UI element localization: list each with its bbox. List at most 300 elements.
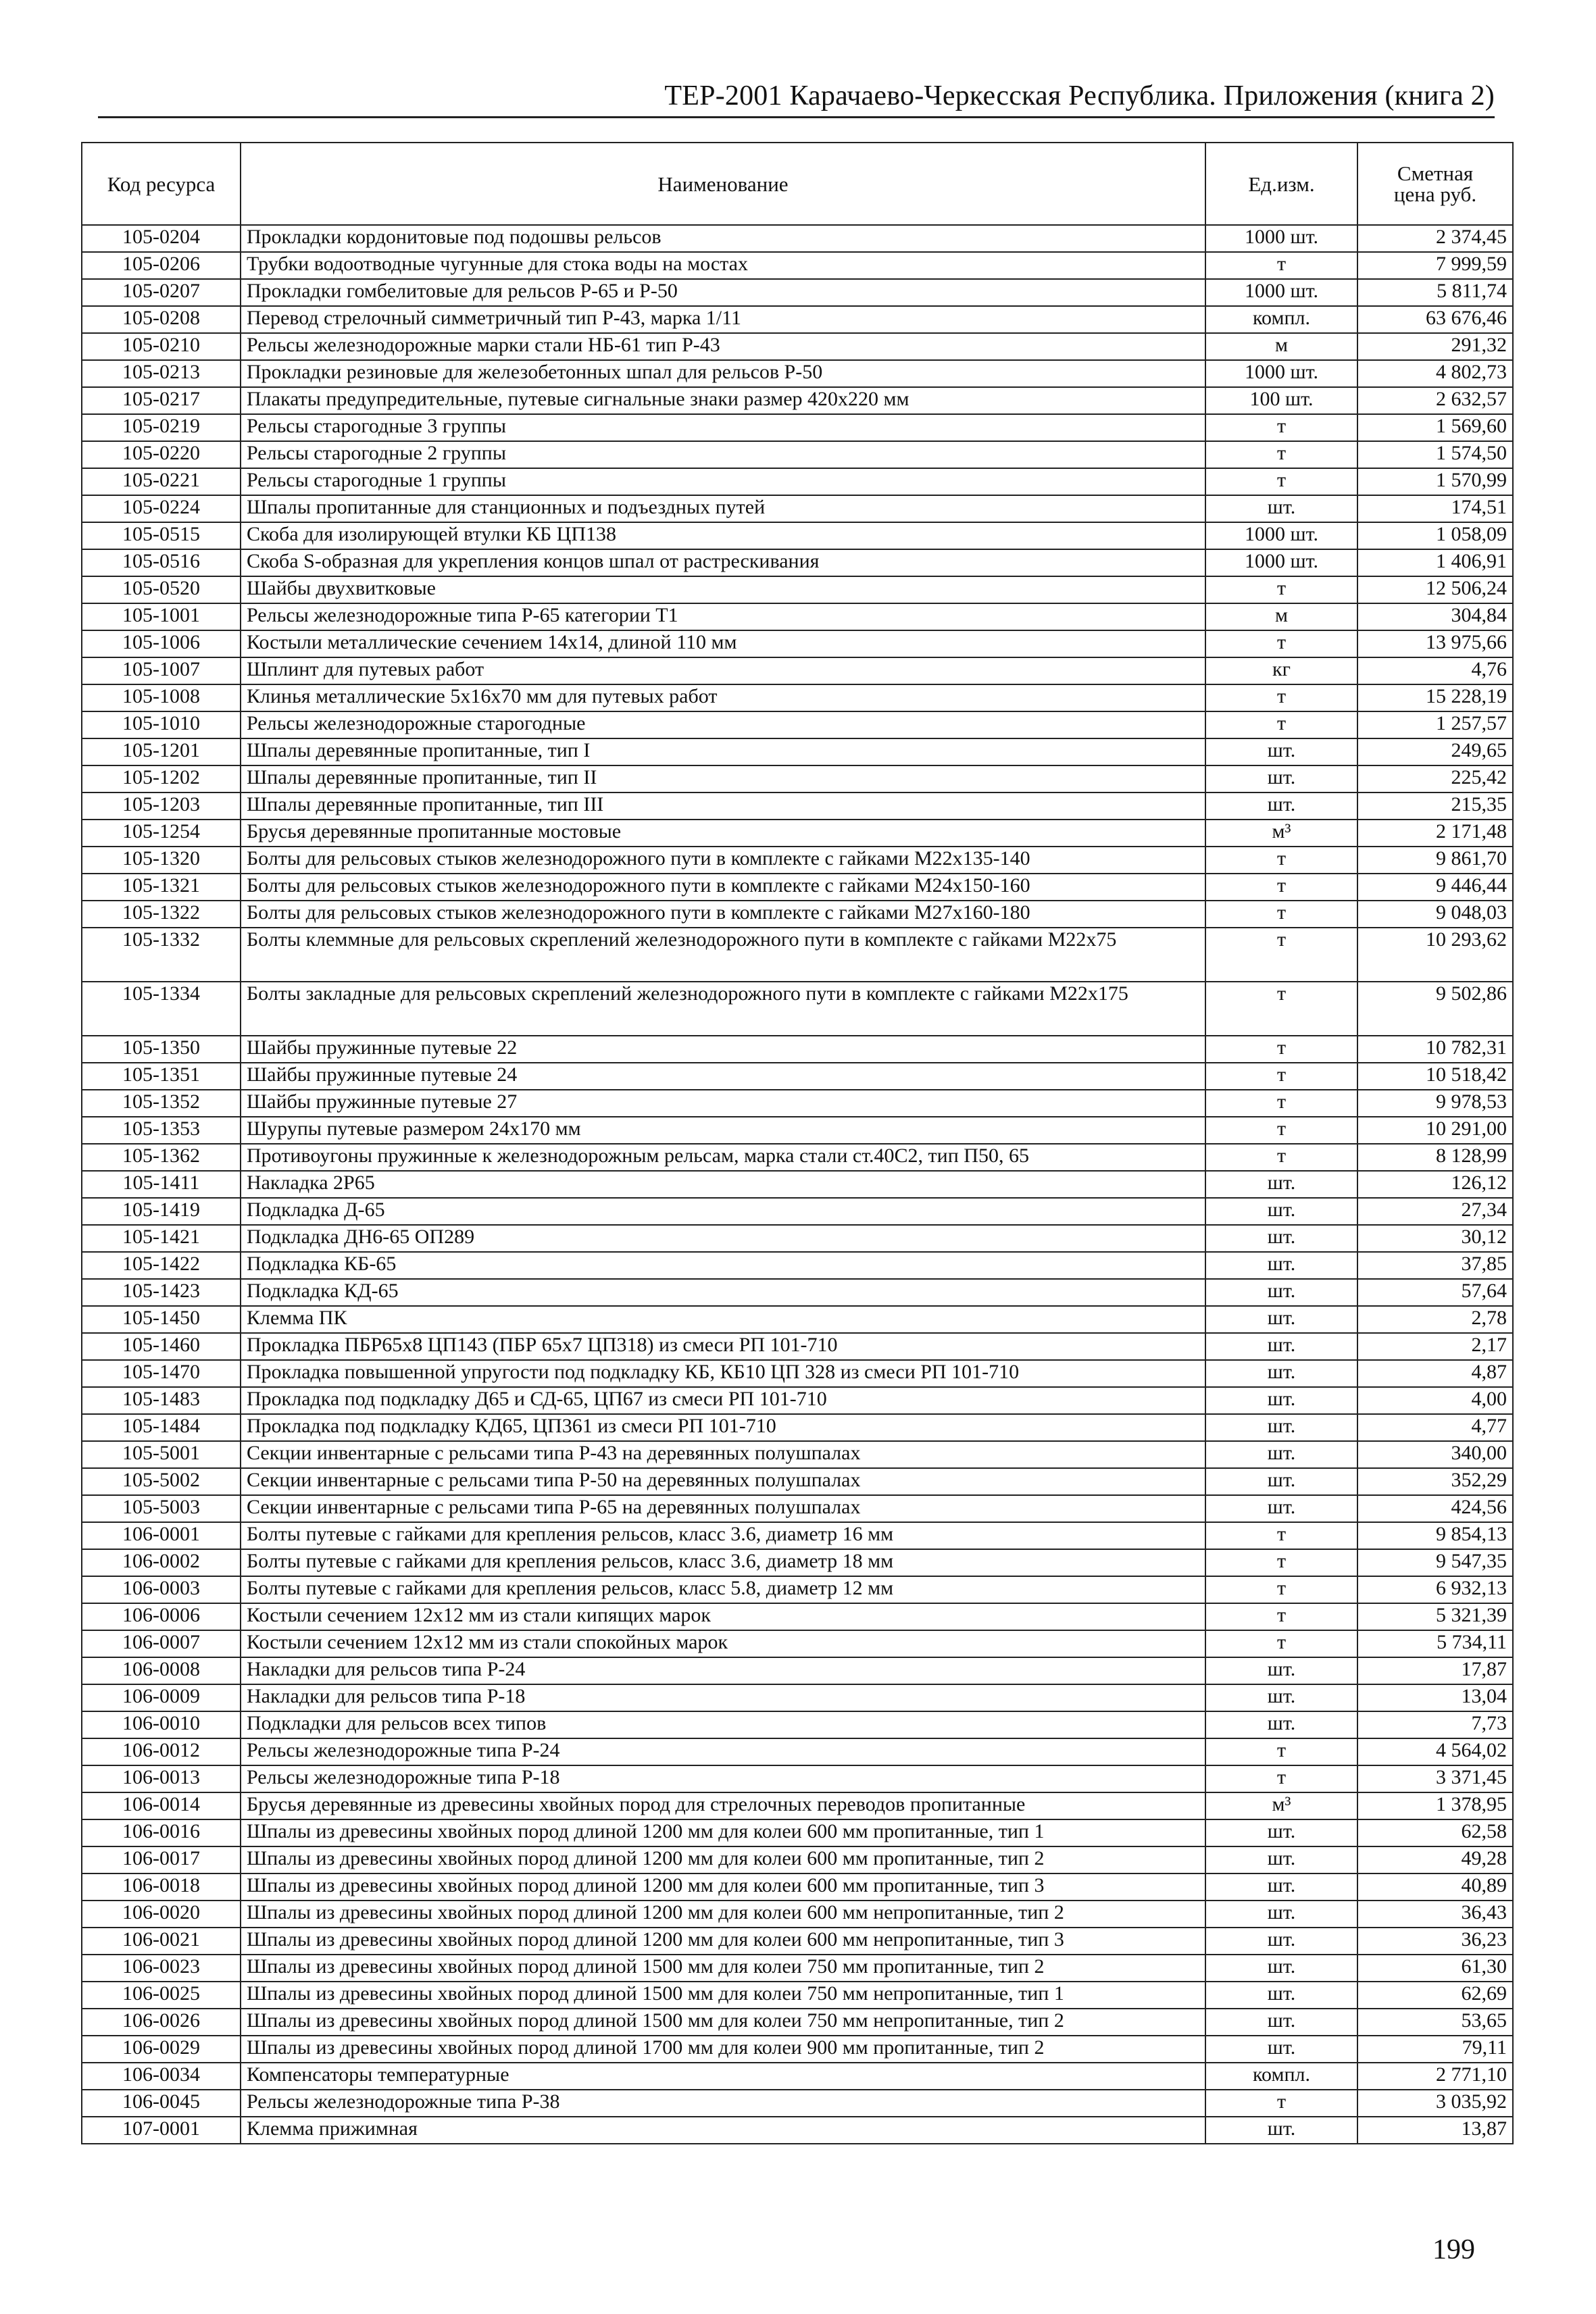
unit-cell: шт.: [1205, 1901, 1357, 1928]
unit-cell: шт.: [1205, 1684, 1357, 1711]
price-cell: 57,64: [1357, 1279, 1513, 1306]
table-row: [82, 1198, 1513, 1225]
resource-name-cell: Рельсы железнодорожные типа Р-18: [241, 1765, 1205, 1792]
unit-cell: шт.: [1205, 1441, 1357, 1468]
price-cell: 53,65: [1357, 2009, 1513, 2036]
table-row: [82, 495, 1513, 522]
resource-code-cell: 105-5002: [82, 1468, 241, 1495]
resource-name-cell: Рельсы железнодорожные старогодные: [241, 711, 1205, 738]
table-row: [82, 1603, 1513, 1630]
resource-name-cell: Секции инвентарные с рельсами типа Р-43 на деревянных полушпалах: [241, 1441, 1205, 1468]
unit-cell: т: [1205, 2090, 1357, 2117]
resource-code-cell: 106-0021: [82, 1928, 241, 1955]
table-row: [82, 1495, 1513, 1522]
resource-name-cell: Подкладка ДН6-65 ОП289: [241, 1225, 1205, 1252]
resource-code-cell: 105-0221: [82, 468, 241, 495]
resource-code-cell: 106-0003: [82, 1576, 241, 1603]
resource-name-cell: Болты клеммные для рельсовых скреплений железнодорожного пути в комплекте с гайками М22х75: [241, 928, 1205, 982]
resource-name-cell: Шпалы из древесины хвойных пород длиной 1500 мм для колеи 750 мм непропитанные, тип 2: [241, 2009, 1205, 2036]
price-cell: 304,84: [1357, 603, 1513, 630]
resource-name-cell: Скоба для изолирующей втулки КБ ЦП138: [241, 522, 1205, 549]
unit-cell: м: [1205, 333, 1357, 360]
resource-code-cell: 105-1010: [82, 711, 241, 738]
resource-name-cell: Рельсы старогодные 1 группы: [241, 468, 1205, 495]
resource-code-cell: 105-1007: [82, 657, 241, 684]
resource-code-cell: 105-1320: [82, 847, 241, 874]
table-row: [82, 1901, 1513, 1928]
table-row: [82, 1630, 1513, 1657]
unit-cell: 100 шт.: [1205, 387, 1357, 414]
table-row: [82, 1711, 1513, 1738]
resource-name-cell: Шпалы деревянные пропитанные, тип II: [241, 765, 1205, 793]
price-cell: 37,85: [1357, 1252, 1513, 1279]
price-cell: 6 932,13: [1357, 1576, 1513, 1603]
table-row: [82, 820, 1513, 847]
resource-code-cell: 105-1202: [82, 765, 241, 793]
price-cell: 10 291,00: [1357, 1117, 1513, 1144]
resource-name-cell: Костыли сечением 12х12 мм из стали спокойных марок: [241, 1630, 1205, 1657]
resource-code-cell: 105-0217: [82, 387, 241, 414]
table-row: [82, 1090, 1513, 1117]
unit-cell: т: [1205, 1090, 1357, 1117]
table-row: [82, 522, 1513, 549]
unit-cell: т: [1205, 982, 1357, 1036]
resource-name-cell: Рельсы железнодорожные типа Р-24: [241, 1738, 1205, 1765]
table-row: [82, 306, 1513, 333]
resource-code-cell: 105-0204: [82, 225, 241, 252]
resource-name-cell: Шпалы из древесины хвойных пород длиной 1500 мм для колеи 750 мм пропитанные, тип 2: [241, 1955, 1205, 1982]
unit-cell: шт.: [1205, 1252, 1357, 1279]
price-cell: 4,87: [1357, 1360, 1513, 1387]
unit-cell: шт.: [1205, 1846, 1357, 1873]
unit-cell: шт.: [1205, 1414, 1357, 1441]
table-row: [82, 1333, 1513, 1360]
column-header-price: Сметная цена руб.: [1357, 143, 1513, 225]
table-row: [82, 1252, 1513, 1279]
resource-code-cell: 106-0008: [82, 1657, 241, 1684]
table-row: [82, 2090, 1513, 2117]
price-cell: 1 257,57: [1357, 711, 1513, 738]
resource-name-cell: Скоба S-образная для укрепления концов шпал от растрескивания: [241, 549, 1205, 576]
price-cell: 7,73: [1357, 1711, 1513, 1738]
resource-code-cell: 105-0219: [82, 414, 241, 441]
resource-code-cell: 105-1351: [82, 1063, 241, 1090]
price-cell: 9 502,86: [1357, 982, 1513, 1036]
resource-code-cell: 105-1450: [82, 1306, 241, 1333]
resource-code-cell: 106-0012: [82, 1738, 241, 1765]
resource-name-cell: Шпалы из древесины хвойных пород длиной 1200 мм для колеи 600 мм пропитанные, тип 2: [241, 1846, 1205, 1873]
unit-cell: т: [1205, 928, 1357, 982]
price-cell: 5 734,11: [1357, 1630, 1513, 1657]
table-row: [82, 630, 1513, 657]
table-row: [82, 1819, 1513, 1846]
unit-cell: шт.: [1205, 1171, 1357, 1198]
price-cell: 17,87: [1357, 1657, 1513, 1684]
resource-code-cell: 105-0515: [82, 522, 241, 549]
unit-cell: компл.: [1205, 306, 1357, 333]
resource-code-cell: 105-0224: [82, 495, 241, 522]
table-row: [82, 1549, 1513, 1576]
table-row: [82, 1657, 1513, 1684]
unit-cell: 1000 шт.: [1205, 225, 1357, 252]
unit-cell: т: [1205, 1576, 1357, 1603]
unit-cell: шт.: [1205, 1873, 1357, 1901]
resource-code-cell: 105-1254: [82, 820, 241, 847]
resource-name-cell: Клемма прижимная: [241, 2117, 1205, 2144]
unit-cell: шт.: [1205, 2117, 1357, 2144]
unit-cell: т: [1205, 847, 1357, 874]
table-row: [82, 441, 1513, 468]
unit-cell: т: [1205, 252, 1357, 279]
resource-name-cell: Секции инвентарные с рельсами типа Р-65 на деревянных полушпалах: [241, 1495, 1205, 1522]
resource-name-cell: Костыли металлические сечением 14х14, длиной 110 мм: [241, 630, 1205, 657]
price-cell: 5 811,74: [1357, 279, 1513, 306]
price-cell: 340,00: [1357, 1441, 1513, 1468]
unit-cell: шт.: [1205, 1468, 1357, 1495]
resource-code-cell: 105-1411: [82, 1171, 241, 1198]
resource-name-cell: Накладки для рельсов типа Р-24: [241, 1657, 1205, 1684]
table-row: [82, 874, 1513, 901]
resource-name-cell: Прокладка ПБР65х8 ЦП143 (ПБР 65х7 ЦП318) из смеси РП 101-710: [241, 1333, 1205, 1360]
resource-name-cell: Шпалы из древесины хвойных пород длиной 1500 мм для колеи 750 мм непропитанные, тип 1: [241, 1982, 1205, 2009]
price-cell: 61,30: [1357, 1955, 1513, 1982]
unit-cell: т: [1205, 441, 1357, 468]
price-cell: 3 371,45: [1357, 1765, 1513, 1792]
price-cell: 174,51: [1357, 495, 1513, 522]
table-row: [82, 1792, 1513, 1819]
unit-cell: т: [1205, 901, 1357, 928]
resource-name-cell: Накладки для рельсов типа Р-18: [241, 1684, 1205, 1711]
resource-name-cell: Рельсы старогодные 2 группы: [241, 441, 1205, 468]
table-row: [82, 928, 1513, 982]
unit-cell: 1000 шт.: [1205, 522, 1357, 549]
unit-cell: шт.: [1205, 1225, 1357, 1252]
table-row: [82, 387, 1513, 414]
resource-code-cell: 107-0001: [82, 2117, 241, 2144]
price-cell: 9 446,44: [1357, 874, 1513, 901]
unit-cell: т: [1205, 1765, 1357, 1792]
table-row: [82, 576, 1513, 603]
resource-code-cell: 105-1203: [82, 793, 241, 820]
price-cell: 36,23: [1357, 1928, 1513, 1955]
resource-name-cell: Трубки водоотводные чугунные для стока воды на мостах: [241, 252, 1205, 279]
price-cell: 1 570,99: [1357, 468, 1513, 495]
price-cell: 1 569,60: [1357, 414, 1513, 441]
resource-code-cell: 105-0220: [82, 441, 241, 468]
unit-cell: т: [1205, 1036, 1357, 1063]
price-cell: 2,17: [1357, 1333, 1513, 1360]
resource-name-cell: Брусья деревянные из древесины хвойных пород для стрелочных переводов пропитанные: [241, 1792, 1205, 1819]
price-cell: 63 676,46: [1357, 306, 1513, 333]
resource-code-cell: 106-0026: [82, 2009, 241, 2036]
resource-code-cell: 105-1352: [82, 1090, 241, 1117]
price-cell: 10 293,62: [1357, 928, 1513, 982]
resource-code-cell: 105-1419: [82, 1198, 241, 1225]
unit-cell: т: [1205, 1144, 1357, 1171]
unit-cell: т: [1205, 414, 1357, 441]
table-row: [82, 793, 1513, 820]
table-row: [82, 1928, 1513, 1955]
resource-code-cell: 106-0001: [82, 1522, 241, 1549]
unit-cell: шт.: [1205, 765, 1357, 793]
unit-cell: т: [1205, 1738, 1357, 1765]
resource-code-cell: 105-1321: [82, 874, 241, 901]
table-row: [82, 1846, 1513, 1873]
price-cell: 13 975,66: [1357, 630, 1513, 657]
table-row: [82, 1414, 1513, 1441]
table-row: [82, 1036, 1513, 1063]
resource-name-cell: Болты для рельсовых стыков железнодорожного пути в комплекте с гайками М24х150-160: [241, 874, 1205, 901]
resource-name-cell: Шплинт для путевых работ: [241, 657, 1205, 684]
resource-name-cell: Шпалы из древесины хвойных пород длиной 1200 мм для колеи 600 мм пропитанные, тип 3: [241, 1873, 1205, 1901]
unit-cell: т: [1205, 711, 1357, 738]
unit-cell: 1000 шт.: [1205, 549, 1357, 576]
price-cell: 9 978,53: [1357, 1090, 1513, 1117]
unit-cell: м³: [1205, 1792, 1357, 1819]
table-row: [82, 684, 1513, 711]
resource-code-cell: 106-0045: [82, 2090, 241, 2117]
resource-code-cell: 105-1008: [82, 684, 241, 711]
resource-code-cell: 106-0025: [82, 1982, 241, 2009]
table-row: [82, 414, 1513, 441]
resource-name-cell: Болты закладные для рельсовых скреплений железнодорожного пути в комплекте с гайками М22х175: [241, 982, 1205, 1036]
unit-cell: т: [1205, 630, 1357, 657]
price-cell: 40,89: [1357, 1873, 1513, 1901]
resource-name-cell: Шпалы из древесины хвойных пород длиной 1200 мм для колеи 600 мм непропитанные, тип 3: [241, 1928, 1205, 1955]
resource-code-cell: 105-1006: [82, 630, 241, 657]
table-row: [82, 982, 1513, 1036]
table-row: [82, 1279, 1513, 1306]
unit-cell: шт.: [1205, 1982, 1357, 2009]
price-cell: 1 058,09: [1357, 522, 1513, 549]
resource-name-cell: Шайбы пружинные путевые 22: [241, 1036, 1205, 1063]
resource-name-cell: Прокладка под подкладку КД65, ЦП361 из смеси РП 101-710: [241, 1414, 1205, 1441]
table-row: [82, 549, 1513, 576]
unit-cell: м: [1205, 603, 1357, 630]
unit-cell: шт.: [1205, 1360, 1357, 1387]
column-header-code: Код ресурса: [82, 143, 241, 225]
resource-code-cell: 105-0213: [82, 360, 241, 387]
unit-cell: компл.: [1205, 2063, 1357, 2090]
price-cell: 2 171,48: [1357, 820, 1513, 847]
price-cell: 27,34: [1357, 1198, 1513, 1225]
unit-cell: шт.: [1205, 1495, 1357, 1522]
resource-code-cell: 105-1332: [82, 928, 241, 982]
table-row: [82, 2117, 1513, 2144]
resource-code-cell: 106-0013: [82, 1765, 241, 1792]
price-cell: 12 506,24: [1357, 576, 1513, 603]
resource-code-cell: 105-1350: [82, 1036, 241, 1063]
resource-code-cell: 105-1422: [82, 1252, 241, 1279]
price-cell: 7 999,59: [1357, 252, 1513, 279]
price-cell: 424,56: [1357, 1495, 1513, 1522]
table-row: [82, 1117, 1513, 1144]
resource-name-cell: Костыли сечением 12х12 мм из стали кипящих марок: [241, 1603, 1205, 1630]
resource-price-table: [81, 142, 1514, 2144]
unit-cell: т: [1205, 1063, 1357, 1090]
resource-name-cell: Рельсы старогодные 3 группы: [241, 414, 1205, 441]
table-row: [82, 252, 1513, 279]
price-cell: 13,87: [1357, 2117, 1513, 2144]
price-cell: 4,00: [1357, 1387, 1513, 1414]
price-cell: 215,35: [1357, 793, 1513, 820]
resource-code-cell: 105-1201: [82, 738, 241, 765]
price-cell: 8 128,99: [1357, 1144, 1513, 1171]
table-row: [82, 225, 1513, 252]
resource-name-cell: Болты путевые с гайками для крепления рельсов, класс 3.6, диаметр 16 мм: [241, 1522, 1205, 1549]
resource-name-cell: Клемма ПК: [241, 1306, 1205, 1333]
resource-name-cell: Накладка 2Р65: [241, 1171, 1205, 1198]
unit-cell: шт.: [1205, 1279, 1357, 1306]
price-cell: 9 048,03: [1357, 901, 1513, 928]
resource-code-cell: 105-1421: [82, 1225, 241, 1252]
table-row: [82, 1522, 1513, 1549]
resource-name-cell: Шпалы из древесины хвойных пород длиной 1700 мм для колеи 900 мм пропитанные, тип 2: [241, 2036, 1205, 2063]
resource-name-cell: Брусья деревянные пропитанные мостовые: [241, 820, 1205, 847]
table-row: [82, 1576, 1513, 1603]
resource-code-cell: 106-0017: [82, 1846, 241, 1873]
resource-name-cell: Рельсы железнодорожные типа Р-38: [241, 2090, 1205, 2117]
table-row: [82, 1306, 1513, 1333]
resource-name-cell: Болты путевые с гайками для крепления рельсов, класс 5.8, диаметр 12 мм: [241, 1576, 1205, 1603]
resource-code-cell: 105-1322: [82, 901, 241, 928]
unit-cell: 1000 шт.: [1205, 279, 1357, 306]
price-cell: 1 574,50: [1357, 441, 1513, 468]
unit-cell: кг: [1205, 657, 1357, 684]
price-cell: 10 518,42: [1357, 1063, 1513, 1090]
table-row: [82, 1873, 1513, 1901]
price-cell: 9 547,35: [1357, 1549, 1513, 1576]
resource-name-cell: Противоугоны пружинные к железнодорожным рельсам, марка стали ст.40С2, тип П50, 65: [241, 1144, 1205, 1171]
resource-name-cell: Болты путевые с гайками для крепления рельсов, класс 3.6, диаметр 18 мм: [241, 1549, 1205, 1576]
unit-cell: т: [1205, 1549, 1357, 1576]
unit-cell: 1000 шт.: [1205, 360, 1357, 387]
table-row: [82, 279, 1513, 306]
resource-name-cell: Прокладка под подкладку Д65 и СД-65, ЦП67 из смеси РП 101-710: [241, 1387, 1205, 1414]
resource-code-cell: 105-1423: [82, 1279, 241, 1306]
resource-code-cell: 106-0007: [82, 1630, 241, 1657]
price-cell: 2,78: [1357, 1306, 1513, 1333]
resource-code-cell: 105-1353: [82, 1117, 241, 1144]
table-row: [82, 603, 1513, 630]
resource-name-cell: Рельсы железнодорожные марки стали НБ-61 тип Р-43: [241, 333, 1205, 360]
resource-name-cell: Прокладки гомбелитовые для рельсов Р-65 и Р-50: [241, 279, 1205, 306]
resource-name-cell: Шайбы двухвитковые: [241, 576, 1205, 603]
table-row: [82, 1171, 1513, 1198]
unit-cell: шт.: [1205, 1711, 1357, 1738]
unit-cell: шт.: [1205, 1928, 1357, 1955]
price-cell: 3 035,92: [1357, 2090, 1513, 2117]
table-header-row: [82, 143, 1513, 225]
unit-cell: т: [1205, 1630, 1357, 1657]
column-header-name: Наименование: [241, 143, 1205, 225]
resource-name-cell: Шурупы путевые размером 24х170 мм: [241, 1117, 1205, 1144]
resource-code-cell: 105-0516: [82, 549, 241, 576]
table-row: [82, 2063, 1513, 2090]
price-cell: 15 228,19: [1357, 684, 1513, 711]
resource-code-cell: 106-0018: [82, 1873, 241, 1901]
resource-code-cell: 105-1362: [82, 1144, 241, 1171]
resource-code-cell: 105-1001: [82, 603, 241, 630]
resource-name-cell: Шайбы пружинные путевые 24: [241, 1063, 1205, 1090]
table-row: [82, 1765, 1513, 1792]
resource-code-cell: 105-0207: [82, 279, 241, 306]
price-cell: 49,28: [1357, 1846, 1513, 1873]
price-cell: 4 802,73: [1357, 360, 1513, 387]
resource-code-cell: 106-0006: [82, 1603, 241, 1630]
unit-cell: шт.: [1205, 1657, 1357, 1684]
price-cell: 79,11: [1357, 2036, 1513, 2063]
price-cell: 9 854,13: [1357, 1522, 1513, 1549]
resource-name-cell: Компенсаторы температурные: [241, 2063, 1205, 2090]
unit-cell: т: [1205, 468, 1357, 495]
table-row: [82, 901, 1513, 928]
document-title: ТЕР-2001 Карачаево-Черкесская Республика. Приложения (книга 2): [664, 80, 1495, 111]
unit-cell: м³: [1205, 820, 1357, 847]
page-number: 199: [1432, 2234, 1475, 2265]
price-cell: 4 564,02: [1357, 1738, 1513, 1765]
resource-name-cell: Болты для рельсовых стыков железнодорожного пути в комплекте с гайками М27х160-180: [241, 901, 1205, 928]
unit-cell: шт.: [1205, 1306, 1357, 1333]
table-row: [82, 1738, 1513, 1765]
table-row: [82, 360, 1513, 387]
resource-code-cell: 106-0023: [82, 1955, 241, 1982]
price-cell: 1 378,95: [1357, 1792, 1513, 1819]
price-cell: 352,29: [1357, 1468, 1513, 1495]
resource-code-cell: 106-0010: [82, 1711, 241, 1738]
table-row: [82, 2009, 1513, 2036]
unit-cell: т: [1205, 576, 1357, 603]
price-cell: 2 771,10: [1357, 2063, 1513, 2090]
resource-code-cell: 105-1483: [82, 1387, 241, 1414]
resource-name-cell: Подкладка КД-65: [241, 1279, 1205, 1306]
resource-name-cell: Подкладка Д-65: [241, 1198, 1205, 1225]
resource-name-cell: Шпалы деревянные пропитанные, тип III: [241, 793, 1205, 820]
resource-code-cell: 105-0210: [82, 333, 241, 360]
table-row: [82, 1063, 1513, 1090]
resource-code-cell: 105-1460: [82, 1333, 241, 1360]
table-row: [82, 1144, 1513, 1171]
resource-name-cell: Рельсы железнодорожные типа Р-65 категории Т1: [241, 603, 1205, 630]
unit-cell: т: [1205, 684, 1357, 711]
table-row: [82, 847, 1513, 874]
price-cell: 13,04: [1357, 1684, 1513, 1711]
price-cell: 2 632,57: [1357, 387, 1513, 414]
price-cell: 249,65: [1357, 738, 1513, 765]
column-header-unit: Ед.изм.: [1205, 143, 1357, 225]
price-cell: 62,69: [1357, 1982, 1513, 2009]
price-cell: 4,76: [1357, 657, 1513, 684]
table-body: [82, 225, 1513, 2144]
resource-code-cell: 105-1334: [82, 982, 241, 1036]
price-cell: 62,58: [1357, 1819, 1513, 1846]
resource-name-cell: Подкладки для рельсов всех типов: [241, 1711, 1205, 1738]
price-cell: 5 321,39: [1357, 1603, 1513, 1630]
price-cell: 126,12: [1357, 1171, 1513, 1198]
resource-code-cell: 106-0034: [82, 2063, 241, 2090]
resource-name-cell: Перевод стрелочный симметричный тип Р-43, марка 1/11: [241, 306, 1205, 333]
price-cell: 9 861,70: [1357, 847, 1513, 874]
unit-cell: шт.: [1205, 2036, 1357, 2063]
unit-cell: т: [1205, 874, 1357, 901]
resource-name-cell: Секции инвентарные с рельсами типа Р-50 на деревянных полушпалах: [241, 1468, 1205, 1495]
unit-cell: шт.: [1205, 2009, 1357, 2036]
resource-code-cell: 105-5003: [82, 1495, 241, 1522]
unit-cell: шт.: [1205, 1387, 1357, 1414]
resource-name-cell: Плакаты предупредительные, путевые сигнальные знаки размер 420х220 мм: [241, 387, 1205, 414]
price-cell: 30,12: [1357, 1225, 1513, 1252]
unit-cell: шт.: [1205, 793, 1357, 820]
